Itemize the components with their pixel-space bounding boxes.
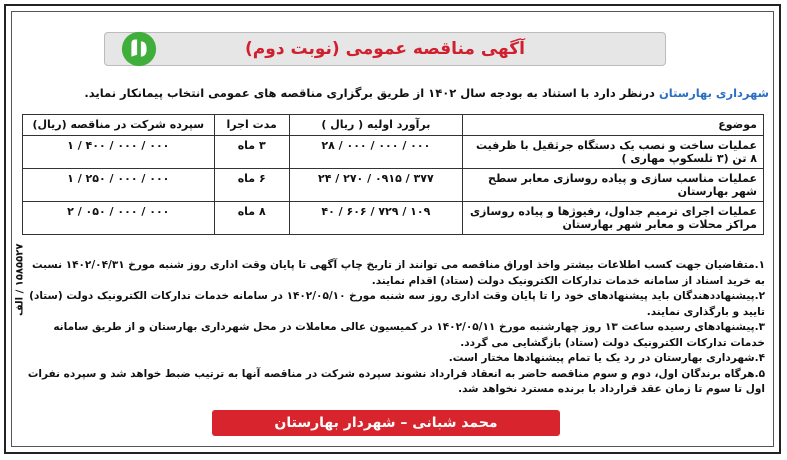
signature-banner [212, 410, 560, 436]
header-duration: مدت اجرا [214, 115, 289, 136]
table-header-row [23, 115, 764, 136]
header-deposit: سپرده شرکت در مناقصه (ریال) [23, 115, 215, 136]
mayor-signature: محمد شبانی – شهردار بهارستان [274, 415, 498, 431]
intro-line [84, 86, 769, 100]
table-row [23, 202, 764, 235]
row-deposit: ۰۰۰ / ۰۰۰ / ۰۵۰ / ۲ [23, 202, 215, 235]
municipality-logo-icon [120, 30, 158, 68]
condition-item: ۴.شهرداری بهارستان در رد یک یا تمام پیشنهادها مختار است. [448, 352, 765, 364]
row-duration: ۶ ماه [214, 169, 289, 202]
header-estimate: برآورد اولیه ( ریال ) [289, 115, 462, 136]
row-deposit: ۰۰۰ / ۰۰۰ / ۲۵۰ / ۱ [23, 169, 215, 202]
row-deposit: ۰۰۰ / ۰۰۰ / ۴۰۰ / ۱ [23, 136, 215, 169]
row-estimate: ۱۰۹ / ۷۲۹ / ۶۰۶ / ۴۰ [289, 202, 462, 235]
condition-item: ۵.هرگاه برندگان اول، دوم و سوم مناقصه حاضر به انعقاد قرارداد نشوند سپرده شرکت در مناقصه آنها به ترتیب ضبط خواهد شد و سپرده نفرات اول تا سوم تا زمان عقد قرارداد با برنده مسترد نخواهد شد. [27, 367, 765, 395]
condition-item: ۳.پیشنهادهای رسیده ساعت ۱۳ روز چهارشنبه مورخ ۱۴۰۲/۰۵/۱۱ در کمیسیون عالی معاملات در محل شهرداری بهارستان و از طریق سامانه خدمات تدارکات الکترونیک دولت (ستاد) بازگشایی می گردد. [53, 321, 765, 349]
tender-table [22, 114, 764, 235]
row-title: عملیات ساخت و نصب یک دستگاه جرثقیل با ظرفیت ۸ تن (۳ تلسکوپ مهاری ) [462, 136, 763, 169]
table-row [23, 136, 764, 169]
condition-item: ۱.متقاضیان جهت کسب اطلاعات بیشتر واخذ اوراق مناقصه می توانند از تاریخ چاپ آگهی تا پایان وقت اداری روز شنبه مورخ ۱۴۰۲/۰۴/۳۱ نسبت به خرید اسناد از سامانه خدمات تدارکات الکترونیک دولت (ستاد) اقدام نمایند. [32, 259, 765, 287]
ad-reference-code: ۱۵۸۵۵۲۷ / الف [14, 243, 26, 317]
row-estimate: ۳۷۷ / ۰۹۱۵ / ۲۷۰ / ۲۴ [289, 169, 462, 202]
row-duration: ۳ ماه [214, 136, 289, 169]
row-title: عملیات مناسب سازی و پیاده روسازی معابر سطح شهر بهارستان [462, 169, 763, 202]
header-title: موضوع [462, 115, 763, 136]
organization-name: شهرداری بهارستان [658, 86, 769, 100]
intro-text: درنظر دارد با استناد به بودجه سال ۱۴۰۲ از طریق برگزاری مناقصه های عمومی انتخاب پیمانکار نماید. [84, 86, 659, 100]
row-duration: ۸ ماه [214, 202, 289, 235]
table-row [23, 169, 764, 202]
row-estimate: ۰۰۰ / ۰۰۰ / ۰۰۰ / ۲۸ [289, 136, 462, 169]
condition-item: ۲.پیشنهاددهندگان باید پیشنهادهای خود را تا پایان وقت اداری روز سه شنبه مورخ ۱۴۰۲/۰۵/۱۰ در سامانه خدمات تدارکات الکترونیک دولت (ستاد) تایید و بارگذاری نمایند. [29, 290, 765, 318]
title-banner [104, 32, 666, 66]
ad-title: آگهی مناقصه عمومی (نوبت دوم) [245, 39, 525, 59]
conditions-list [20, 258, 765, 398]
row-title: عملیات اجرای ترمیم جداول، رفیوژها و پیاده روسازی مراکز محلات و معابر شهر بهارستان [462, 202, 763, 235]
